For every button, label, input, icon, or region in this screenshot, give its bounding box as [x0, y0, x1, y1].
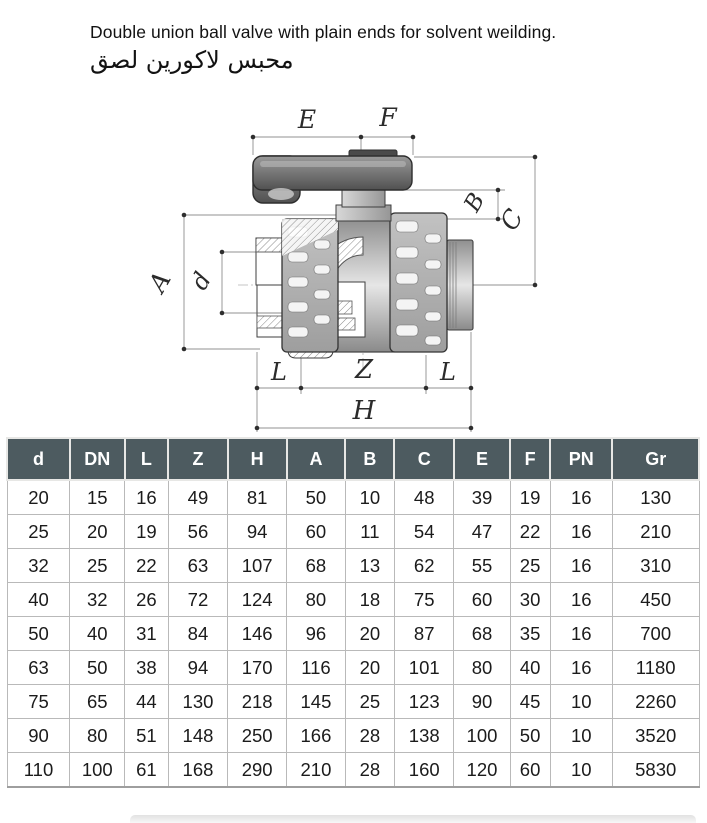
table-cell: 40: [70, 617, 125, 651]
valve-body: [253, 150, 473, 358]
table-cell: 100: [454, 719, 510, 753]
table-cell: 50: [287, 480, 346, 515]
table-cell: 51: [125, 719, 169, 753]
table-cell: 62: [394, 549, 454, 583]
table-cell: 130: [168, 685, 228, 719]
table-cell: 80: [454, 651, 510, 685]
table-cell: 63: [7, 651, 70, 685]
column-header-a: A: [287, 438, 346, 480]
column-header-e: E: [454, 438, 510, 480]
table-row: [7, 719, 699, 753]
table-cell: 3520: [612, 719, 699, 753]
table-cell: 16: [550, 617, 612, 651]
table-cell: 35: [510, 617, 550, 651]
table-cell: 100: [70, 753, 125, 788]
table-header-row: [7, 438, 699, 480]
table-cell: 32: [7, 549, 70, 583]
table-cell: 20: [7, 480, 70, 515]
union-nut-left: [282, 219, 338, 352]
table-cell: 68: [287, 549, 346, 583]
table-cell: 10: [550, 685, 612, 719]
table-cell: 60: [510, 753, 550, 788]
table-cell: 60: [454, 583, 510, 617]
column-header-gr: Gr: [612, 438, 699, 480]
table-cell: 60: [287, 515, 346, 549]
table-cell: 49: [168, 480, 228, 515]
dim-label-c: C: [494, 204, 529, 236]
table-cell: 16: [125, 480, 169, 515]
table-cell: 10: [550, 719, 612, 753]
table-cell: 124: [228, 583, 287, 617]
table-cell: 110: [7, 753, 70, 788]
column-header-l: L: [125, 438, 169, 480]
left-stub-wall-hatch: [256, 238, 284, 252]
dim-label-a: A: [142, 266, 177, 297]
table-cell: 38: [125, 651, 169, 685]
table-cell: 107: [228, 549, 287, 583]
table-cell: 145: [287, 685, 346, 719]
table-cell: 75: [394, 583, 454, 617]
table-cell: 75: [7, 685, 70, 719]
table-cell: 210: [612, 515, 699, 549]
table-cell: 10: [550, 753, 612, 788]
table-cell: 20: [345, 651, 394, 685]
table-cell: 48: [394, 480, 454, 515]
table-cell: 13: [345, 549, 394, 583]
table-cell: 19: [510, 480, 550, 515]
table-cell: 170: [228, 651, 287, 685]
column-header-dn: DN: [70, 438, 125, 480]
table-cell: 168: [168, 753, 228, 788]
table-row: [7, 617, 699, 651]
table-body: [7, 480, 699, 787]
dim-label-l-left: L: [271, 358, 287, 386]
table-cell: 2260: [612, 685, 699, 719]
table-cell: 28: [345, 719, 394, 753]
table-cell: 16: [550, 515, 612, 549]
table-cell: 10: [345, 480, 394, 515]
table-cell: 25: [70, 549, 125, 583]
table-cell: 700: [612, 617, 699, 651]
valve-handle: [253, 150, 412, 203]
table-cell: 1180: [612, 651, 699, 685]
table-cell: 138: [394, 719, 454, 753]
union-nut-right: [390, 213, 447, 352]
table-cell: 94: [168, 651, 228, 685]
dim-label-h: H: [352, 396, 376, 426]
table-cell: 55: [454, 549, 510, 583]
table-cell: 22: [510, 515, 550, 549]
table-cell: 87: [394, 617, 454, 651]
table-cell: 80: [70, 719, 125, 753]
table-cell: 72: [168, 583, 228, 617]
dim-label-d: d: [185, 267, 218, 295]
table-cell: 40: [510, 651, 550, 685]
table-cell: 5830: [612, 753, 699, 788]
valve-stem: [336, 190, 391, 221]
table-cell: 15: [70, 480, 125, 515]
table-row: [7, 583, 699, 617]
table-cell: 39: [454, 480, 510, 515]
table-cell: 146: [228, 617, 287, 651]
table-cell: 47: [454, 515, 510, 549]
table-cell: 218: [228, 685, 287, 719]
dim-label-b: B: [459, 188, 491, 217]
table-row: [7, 549, 699, 583]
table-cell: 54: [394, 515, 454, 549]
table-row: [7, 480, 699, 515]
table-cell: 25: [510, 549, 550, 583]
table-cell: 120: [454, 753, 510, 788]
table-cell: 50: [70, 651, 125, 685]
right-stub-pipe: [447, 240, 473, 330]
table-cell: 310: [612, 549, 699, 583]
table-cell: 96: [287, 617, 346, 651]
table-cell: 18: [345, 583, 394, 617]
table-cell: 32: [70, 583, 125, 617]
table-cell: 16: [550, 651, 612, 685]
table-cell: 26: [125, 583, 169, 617]
table-cell: 166: [287, 719, 346, 753]
table-cell: 148: [168, 719, 228, 753]
dim-label-l-right: L: [440, 358, 456, 386]
table-cell: 20: [345, 617, 394, 651]
table-cell: 40: [7, 583, 70, 617]
table-row: [7, 685, 699, 719]
table-cell: 68: [454, 617, 510, 651]
table-cell: 28: [345, 753, 394, 788]
table-cell: 44: [125, 685, 169, 719]
table-cell: 65: [70, 685, 125, 719]
table-cell: 25: [7, 515, 70, 549]
table-cell: 30: [510, 583, 550, 617]
dimensions-table: [6, 437, 700, 788]
dim-label-e: E: [297, 105, 317, 134]
dim-label-f: F: [379, 103, 397, 132]
table-row: [7, 651, 699, 685]
table-cell: 63: [168, 549, 228, 583]
handle-grip-opening: [268, 188, 294, 200]
table-cell: 11: [345, 515, 394, 549]
table-cell: 20: [70, 515, 125, 549]
table-cell: 81: [228, 480, 287, 515]
table-cell: 16: [550, 583, 612, 617]
table-cell: 16: [550, 549, 612, 583]
next-section-edge: [130, 815, 696, 823]
table-cell: 90: [7, 719, 70, 753]
table-cell: 290: [228, 753, 287, 788]
column-header-d: d: [7, 438, 70, 480]
table-cell: 45: [510, 685, 550, 719]
table-cell: 80: [287, 583, 346, 617]
page-title: Double union ball valve with plain ends for solvent weilding.: [90, 22, 557, 42]
column-header-b: B: [345, 438, 394, 480]
column-header-c: C: [394, 438, 454, 480]
handle-highlight: [260, 161, 406, 167]
page-title-arabic: محبس لاكورين لصق: [90, 46, 294, 74]
table-cell: 84: [168, 617, 228, 651]
table-cell: 56: [168, 515, 228, 549]
table-cell: 450: [612, 583, 699, 617]
table-cell: 31: [125, 617, 169, 651]
dim-label-z: Z: [354, 355, 374, 385]
column-header-pn: PN: [550, 438, 612, 480]
table-cell: 210: [287, 753, 346, 788]
table-cell: 116: [287, 651, 346, 685]
table-cell: 90: [454, 685, 510, 719]
column-header-f: F: [510, 438, 550, 480]
table-cell: 123: [394, 685, 454, 719]
table-cell: 250: [228, 719, 287, 753]
table-cell: 22: [125, 549, 169, 583]
table-cell: 94: [228, 515, 287, 549]
table-cell: 160: [394, 753, 454, 788]
table-cell: 101: [394, 651, 454, 685]
table-cell: 19: [125, 515, 169, 549]
table-row: [7, 753, 699, 788]
column-header-h: H: [228, 438, 287, 480]
table-row: [7, 515, 699, 549]
table-cell: 25: [345, 685, 394, 719]
table-cell: 130: [612, 480, 699, 515]
table-cell: 50: [7, 617, 70, 651]
table-cell: 61: [125, 753, 169, 788]
table-cell: 16: [550, 480, 612, 515]
table-cell: 50: [510, 719, 550, 753]
column-header-z: Z: [168, 438, 228, 480]
